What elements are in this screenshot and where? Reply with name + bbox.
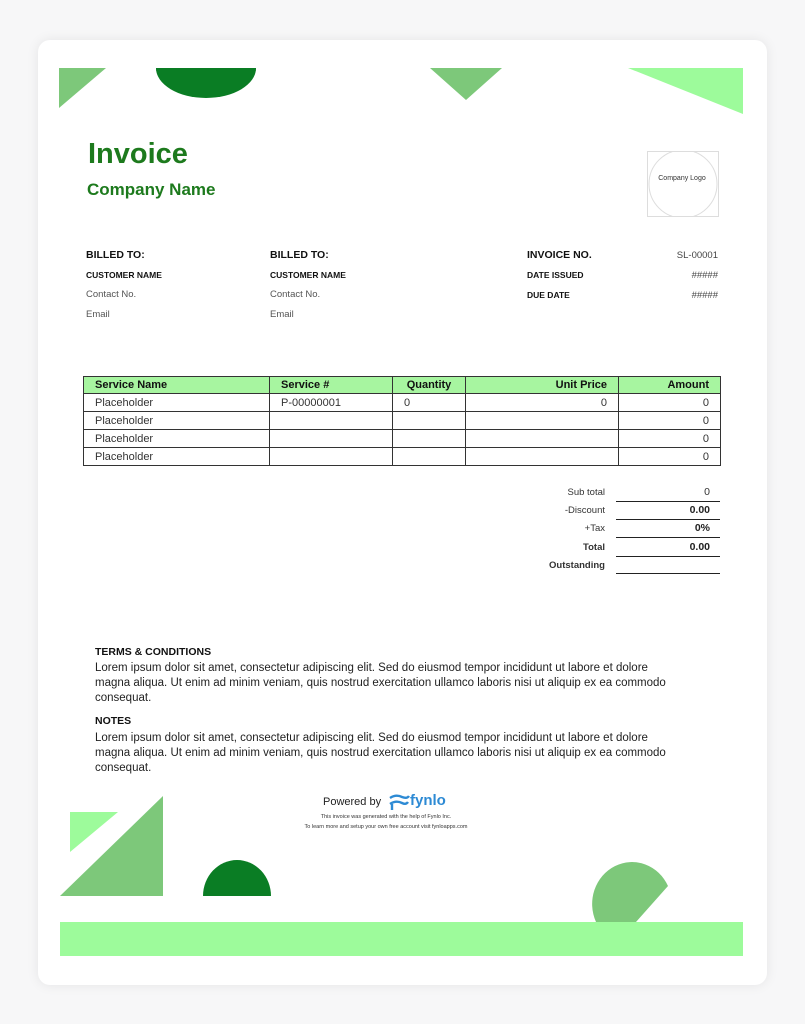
table-row <box>84 412 721 430</box>
date-issued-value: ##### <box>691 270 718 281</box>
cell-amount: 0 <box>619 430 721 448</box>
subtotal-value: 0 <box>704 486 710 498</box>
billed-to-label-2: BILLED TO: <box>270 249 329 261</box>
footer-line-2: To learn more and setup your own free account visit fynloapps.com <box>304 824 468 830</box>
total-value: 0.00 <box>689 541 710 553</box>
cell-quantity <box>393 412 466 430</box>
top-right-triangle <box>628 68 743 114</box>
fynlo-logo-icon <box>388 793 410 811</box>
bottom-left-light-triangle <box>70 812 118 852</box>
total-label: Total <box>583 542 605 553</box>
fynlo-brand[interactable]: fynlo <box>410 792 446 809</box>
cell-unit-price <box>466 412 619 430</box>
cell-amount: 0 <box>619 448 721 466</box>
discount-rule <box>616 519 720 520</box>
cell-service-name: Placeholder <box>84 448 270 466</box>
powered-by-label: Powered by <box>323 796 382 808</box>
col-unit-price: Unit Price <box>466 377 619 394</box>
tax-label: +Tax <box>584 523 605 534</box>
table-row <box>84 430 721 448</box>
logo-text: Company Logo <box>658 175 706 182</box>
logo-placeholder <box>647 151 719 217</box>
cell-amount: 0 <box>619 394 721 412</box>
cell-quantity <box>393 448 466 466</box>
top-semicircle-fill <box>156 68 256 98</box>
footer-line-1: This invoice was generated with the help of Fynlo Inc. <box>320 814 452 820</box>
col-amount: Amount <box>619 377 721 394</box>
cell-service-number: P-00000001 <box>270 394 393 412</box>
table-row <box>84 394 721 412</box>
subtotal-label: Sub total <box>567 487 605 498</box>
cell-service-number <box>270 412 393 430</box>
cell-quantity <box>393 430 466 448</box>
bottom-semicircle <box>203 860 271 896</box>
invoice-title: Invoice <box>88 138 188 170</box>
table-header-row <box>84 377 721 394</box>
cell-service-name: Placeholder <box>84 394 270 412</box>
cell-quantity: 0 <box>393 394 466 412</box>
email-2: Email <box>270 309 294 320</box>
bottom-right-quarter <box>592 862 668 922</box>
tax-rule <box>616 537 720 538</box>
customer-name-2: CUSTOMER NAME <box>270 270 346 280</box>
company-name: Company Name <box>87 180 216 199</box>
table-row <box>84 448 721 466</box>
contact-2: Contact No. <box>270 289 321 300</box>
cell-unit-price: 0 <box>466 394 619 412</box>
discount-label: -Discount <box>564 505 605 516</box>
cell-unit-price <box>466 448 619 466</box>
invoice-no-value: SL-00001 <box>676 250 718 261</box>
col-service-number: Service # <box>270 377 393 394</box>
col-service-name: Service Name <box>84 377 270 394</box>
cell-service-number <box>270 448 393 466</box>
total-rule <box>616 556 720 557</box>
customer-name-1: CUSTOMER NAME <box>86 270 162 280</box>
outstanding-rule <box>616 573 720 574</box>
billed-to-label-1: BILLED TO: <box>86 249 145 261</box>
due-date-label: DUE DATE <box>527 290 570 300</box>
cell-amount: 0 <box>619 412 721 430</box>
notes-text: Lorem ipsum dolor sit amet, consectetur adipiscing elit. Sed do eiusmod tempor incididunt ut labore et dolore magna aliqua. Ut enim ad minim veniam, quis nostrud exercitation ullamco laboris nisi ut aliquip ex ea commodo consequat. <box>95 732 666 774</box>
due-date-value: ##### <box>691 290 718 301</box>
col-quantity: Quantity <box>393 377 466 394</box>
logo-circle-icon <box>648 152 718 216</box>
cell-unit-price <box>466 430 619 448</box>
cell-service-name: Placeholder <box>84 412 270 430</box>
footer-band <box>60 922 743 956</box>
terms-text: Lorem ipsum dolor sit amet, consectetur adipiscing elit. Sed do eiusmod tempor incididunt ut labore et dolore magna aliqua. Ut enim ad minim veniam, quis nostrud exercitation ullamco laboris nisi ut aliquip ex ea commodo consequat. <box>95 662 666 704</box>
email-1: Email <box>86 309 110 320</box>
cell-service-number <box>270 430 393 448</box>
contact-1: Contact No. <box>86 289 137 300</box>
cell-service-name: Placeholder <box>84 430 270 448</box>
discount-value: 0.00 <box>689 504 710 516</box>
invoice-sheet <box>38 40 767 985</box>
notes-title: NOTES <box>95 715 132 727</box>
subtotal-rule <box>616 501 720 502</box>
top-mid-triangle <box>430 68 502 100</box>
top-left-triangle <box>59 68 106 108</box>
invoice-no-label: INVOICE NO. <box>527 249 592 261</box>
terms-title: TERMS & CONDITIONS <box>95 646 212 658</box>
items-table <box>83 376 721 466</box>
date-issued-label: DATE ISSUED <box>527 270 584 280</box>
outstanding-label: Outstanding <box>549 560 605 571</box>
tax-value: 0% <box>694 522 710 534</box>
